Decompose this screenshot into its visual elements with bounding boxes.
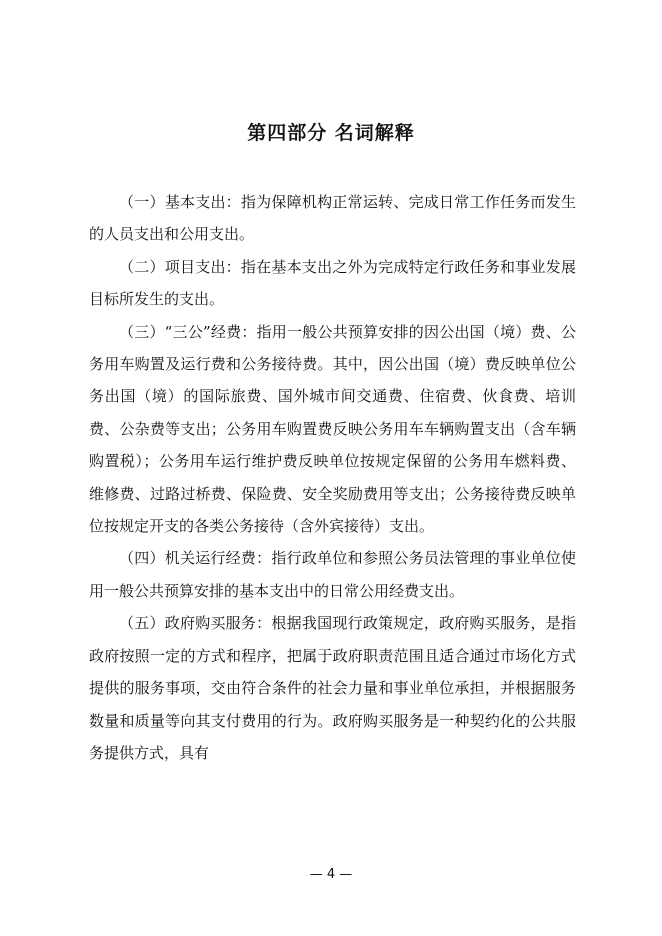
page-title: 第四部分 名词解释 [247, 122, 415, 144]
paragraph-operating-funds: （四）机关运行经费：指行政单位和参照公务员法管理的事业单位使用一般公共预算安排的基本支出中的日常公用经费支出。 [89, 549, 576, 600]
paragraph-basic-expenditure: （一）基本支出：指为保障机构正常运转、完成日常工作任务而发生的人员支出和公用支出。 [89, 193, 576, 244]
body-text [89, 186, 576, 769]
paragraph-three-public-expenses: （三）“三公”经费：指用一般公共预算安排的因公出国（境）费、公务用车购置及运行费和公务接待费。其中，因公出国（境）费反映单位公务出国（境）的国际旅费、国外城市间交通费、住宿费、伙食费、培训费、公杂费等支出；公务用车购置费反映公务用车车辆购置支出（含车辆购置税）；公务用车运行维护费反映单位按规定保留的公务用车燃料费、维修费、过路过桥费、保险费、安全奖励费用等支出；公务接待费反映单位按规定开支的各类公务接待（含外宾接待）支出。 [89, 322, 576, 536]
paragraph-project-expenditure: （二）项目支出：指在基本支出之外为完成特定行政任务和事业发展目标所发生的支出。 [89, 257, 576, 309]
page-number: — 4 — [309, 867, 353, 882]
paragraph-government-procurement: （五）政府购买服务：根据我国现行政策规定，政府购买服务，是指政府按照一定的方式和程序，把属于政府职责范围且适合通过市场化方式提供的服务事项，交由符合条件的社会力量和事业单位承担，并根据服务数量和质量等向其支付费用的行为。政府购买服务是一种契约化的公共服务提供方式，具有 [89, 614, 576, 762]
